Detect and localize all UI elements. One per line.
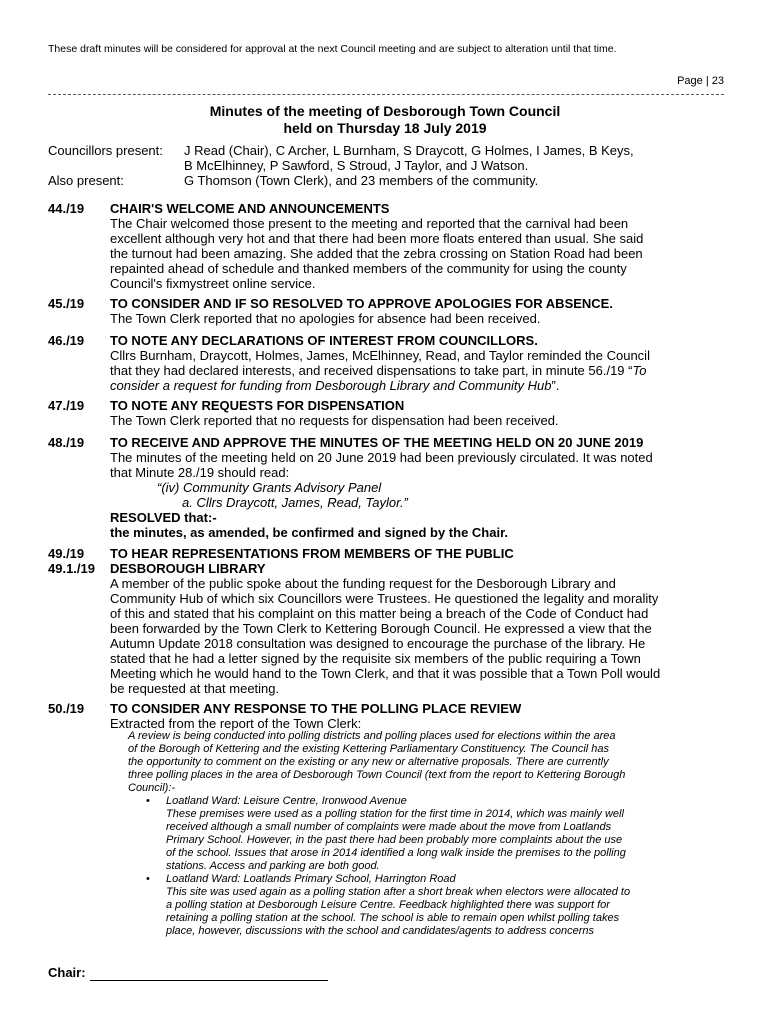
page-number: Page | 23: [677, 75, 724, 87]
bullet-text-line: stations. Access and parking are both good.: [166, 860, 380, 872]
councillors-list-line: J Read (Chair), C Archer, L Burnham, S Draycott, G Holmes, I James, B Keys,: [184, 143, 634, 158]
minute-number: 50./19: [48, 701, 85, 716]
minute-number: 49./19: [48, 546, 85, 561]
bullet-text-line: received although a small number of complaints were made about the move from Loatlands: [166, 821, 612, 833]
bullet-text-line: Primary School. However, in the past there had been probably more complaints about the use: [166, 834, 623, 846]
minute-text-segment: ”.: [551, 378, 560, 393]
minute-text-line: been forwarded by the Town Clerk to Kettering Borough Council. He expressed a view that the: [110, 621, 652, 636]
minute-text-line: The minutes of the meeting held on 20 June 2019 had been previously circulated. It was noted: [110, 450, 653, 465]
minute-text-line: Cllrs Burnham, Draycott, Holmes, James, McElhinney, Read, and Taylor reminded the Council: [110, 348, 650, 363]
minute-text-line: The Town Clerk reported that no requests for dispensation had been received.: [110, 413, 559, 428]
minute-text-line: stated that he had a letter signed by the requisite six members of the public requiring a Town: [110, 651, 641, 666]
minute-text-line: the turnout had been amazing. She added that the zebra crossing on Station Road had been: [110, 246, 643, 261]
minute-number: 44./19: [48, 201, 85, 216]
minute-text-line: repainted ahead of schedule and thanked members of the community for using the county: [110, 261, 627, 276]
minute-heading: TO NOTE ANY DECLARATIONS OF INTEREST FROM COUNCILLORS.: [110, 333, 538, 348]
minute-text-line: A member of the public spoke about the funding request for the Desborough Library and: [110, 576, 616, 591]
minute-text-line: Community Hub of which six Councillors were Trustees. He questioned the legality and morality: [110, 591, 659, 606]
minute-text-line: Meeting which he would hand to the Town Clerk, and that it was possible that a Town Poll would: [110, 666, 661, 681]
sub-minute-number: 49.1./19: [48, 561, 95, 576]
councillors-label: Councillors present:: [48, 143, 163, 158]
resolution-text: the minutes, as amended, be confirmed and signed by the Chair.: [110, 525, 509, 540]
minute-text-line: excellent although very hot and that there had been more floats entered than usual. She said: [110, 231, 644, 246]
minute-heading: TO NOTE ANY REQUESTS FOR DISPENSATION: [110, 398, 405, 413]
minute-number: 46./19: [48, 333, 85, 348]
draft-disclaimer: These draft minutes will be considered for approval at the next Council meeting and are subject to alteration until that time.: [48, 43, 617, 55]
minute-number: 47./19: [48, 398, 85, 413]
report-extract-line: the opportunity to comment on the existing or any new or alternative proposals. There are currently: [128, 756, 609, 768]
also-present-label: Also present:: [48, 173, 124, 188]
bullet-text-line: of the school. Issues that arose in 2014 identified a long walk inside the premises to the polling: [166, 847, 626, 859]
minute-text-line: [110, 363, 646, 379]
minute-heading: TO HEAR REPRESENTATIONS FROM MEMBERS OF THE PUBLIC: [110, 546, 514, 561]
minute-number: 45./19: [48, 296, 85, 311]
minute-text-line: Extracted from the report of the Town Clerk:: [110, 716, 362, 731]
bullet-title: Loatland Ward: Leisure Centre, Ironwood Avenue: [166, 795, 407, 807]
councillors-list-line: B McElhinney, P Sawford, S Stroud, J Taylor, and J Watson.: [184, 158, 529, 173]
minute-text-line: that Minute 28./19 should read:: [110, 465, 290, 480]
bullet-marker: •: [146, 873, 150, 885]
minute-text-line: The Town Clerk reported that no apologies for absence had been received.: [110, 311, 541, 326]
resolved-label: RESOLVED that:-: [110, 510, 217, 525]
minute-text-line: Council's fixmystreet online service.: [110, 276, 316, 291]
bullet-text-line: retaining a polling station at the school. The school is able to remain open whilst polling takes: [166, 912, 620, 924]
minute-text-italic: consider a request for funding from Desborough Library and Community Hub: [110, 378, 552, 393]
minute-heading: TO RECEIVE AND APPROVE THE MINUTES OF THE MEETING HELD ON 20 JUNE 2019: [110, 435, 644, 450]
document-subtitle: held on Thursday 18 July 2019: [283, 120, 487, 136]
report-extract-line: A review is being conducted into polling districts and polling places used for elections within the area: [128, 730, 616, 742]
bullet-title: Loatland Ward: Loatlands Primary School, Harrington Road: [166, 873, 456, 885]
minute-heading: CHAIR'S WELCOME AND ANNOUNCEMENTS: [110, 201, 390, 216]
quoted-minute-line: a. Cllrs Draycott, James, Read, Taylor.”: [182, 495, 408, 510]
minute-text-line: The Chair welcomed those present to the meeting and reported that the carnival had been: [110, 216, 629, 231]
minute-heading: TO CONSIDER AND IF SO RESOLVED TO APPROVE APOLOGIES FOR ABSENCE.: [110, 296, 613, 311]
document-title: Minutes of the meeting of Desborough Town Council: [209, 103, 561, 119]
chair-label: Chair:: [48, 965, 86, 980]
bullet-marker: •: [146, 795, 150, 807]
bullet-text-line: These premises were used as a polling station for the first time in 2014, which was mainly well: [166, 808, 624, 820]
minute-text-line: Autumn Update 2018 consultation was designed to encourage the purchase of the library. He: [110, 636, 646, 651]
report-extract-line: of the Borough of Kettering and the existing Kettering Parliamentary Constituency. The Council has: [128, 743, 610, 755]
report-extract-line: three polling places in the area of Desborough Town Council (text from the report to Kettering Borough: [128, 769, 626, 781]
also-present-text: G Thomson (Town Clerk), and 23 members of the community.: [184, 173, 539, 188]
signature-blank: [90, 979, 328, 981]
minute-number: 48./19: [48, 435, 85, 450]
bullet-text-line: This site was used again as a polling station after a short break when electors were allocated to: [166, 886, 631, 898]
bullet-text-line: a polling station at Desborough Leisure Centre. Feedback highlighted there was support for: [166, 899, 610, 911]
chair-signature-line: [48, 965, 328, 981]
minute-text-line: of this and stated that his complaint on this matter being a breach of the Code of Conduct had: [110, 606, 649, 621]
minute-text-line: be requested at that meeting.: [110, 681, 280, 696]
minute-text-line: [110, 378, 559, 394]
minute-text-segment: that they had declared interests, and received dispensations to take part, in minute 56./19 “: [110, 363, 633, 378]
report-extract-line: Council):-: [128, 782, 176, 794]
minute-heading: TO CONSIDER ANY RESPONSE TO THE POLLING PLACE REVIEW: [110, 701, 522, 716]
bullet-text-line: place, however, discussions with the school and candidates/agents to address concerns: [166, 925, 595, 937]
sub-minute-heading: DESBOROUGH LIBRARY: [110, 561, 266, 576]
quoted-minute-line: “(iv) Community Grants Advisory Panel: [157, 480, 382, 495]
minute-text-italic: To: [632, 363, 647, 378]
header-divider: [48, 94, 724, 95]
